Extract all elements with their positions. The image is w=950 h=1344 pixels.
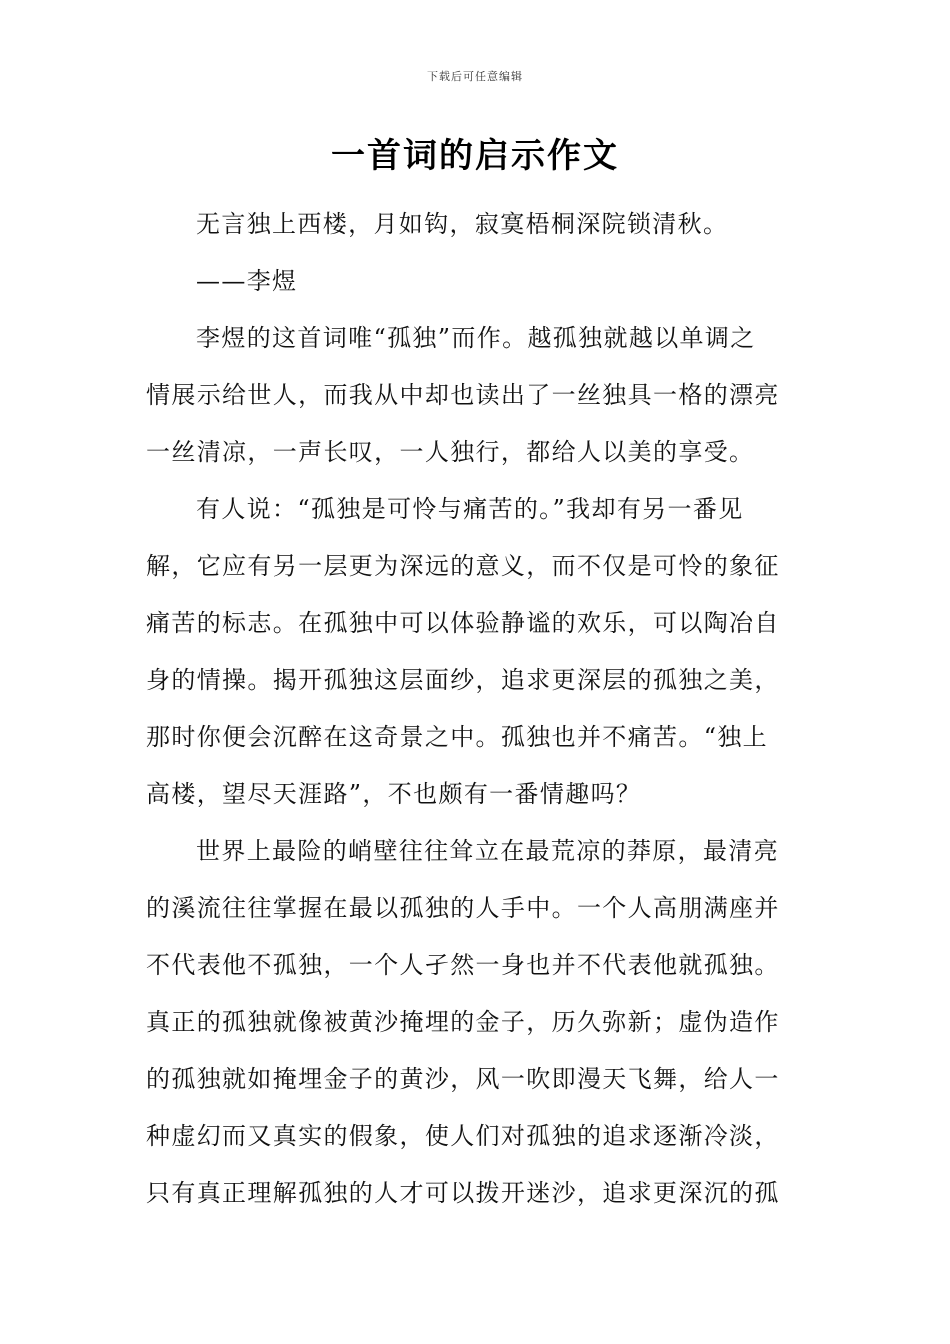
text-line: 情展示给世人，而我从中却也读出了一丝独具一格的漂亮	[146, 381, 780, 409]
text-line: 不代表他不孤独，一个人孑然一身也并不代表他就孤独。	[146, 951, 780, 979]
text-line: 有人说：“孤独是可怜与痛苦的。”我却有另一番见	[196, 495, 744, 523]
text-line: 种虚幻而又真实的假象，使人们对孤独的追求逐渐冷淡，	[146, 1122, 780, 1150]
text-line: 痛苦的标志。在孤独中可以体验静谧的欢乐，可以陶冶自	[146, 609, 780, 637]
text-line: 解，它应有另一层更为深远的意义，而不仅是可怜的象征	[146, 552, 780, 580]
text-line: 世界上最险的峭壁往往耸立在最荒凉的莽原，最清亮	[196, 837, 780, 865]
text-line: 那时你便会沉醉在这奇景之中。孤独也并不痛苦。“独上	[146, 723, 769, 751]
text-line: 的孤独就如掩埋金子的黄沙，风一吹即漫天飞舞，给人一	[146, 1065, 780, 1093]
text-line: 只有真正理解孤独的人才可以拨开迷沙，追求更深沉的孤	[146, 1179, 780, 1207]
text-line: 一丝清凉，一声长叹，一人独行，都给人以美的享受。	[146, 438, 755, 466]
text-line: 高楼，望尽天涯路”，不也颇有一番情趣吗？	[146, 780, 642, 808]
header-note: 下载后可任意编辑	[427, 70, 523, 83]
text-line: 真正的孤独就像被黄沙掩埋的金子，历久弥新；虚伪造作	[146, 1008, 780, 1036]
text-line: 无言独上西楼，月如钩，寂寞梧桐深院锁清秋。	[196, 210, 729, 238]
text-line: 的溪流往往掌握在最以孤独的人手中。一个人高朋满座并	[146, 894, 780, 922]
text-line: ——李煜	[196, 267, 298, 295]
text-line: 身的情操。揭开孤独这层面纱，追求更深层的孤独之美，	[146, 666, 780, 694]
document-body	[146, 196, 806, 1222]
text-line: 李煜的这首词唯“孤独”而作。越孤独就越以单调之	[196, 324, 756, 352]
document-title: 一首词的启示作文	[331, 136, 619, 176]
